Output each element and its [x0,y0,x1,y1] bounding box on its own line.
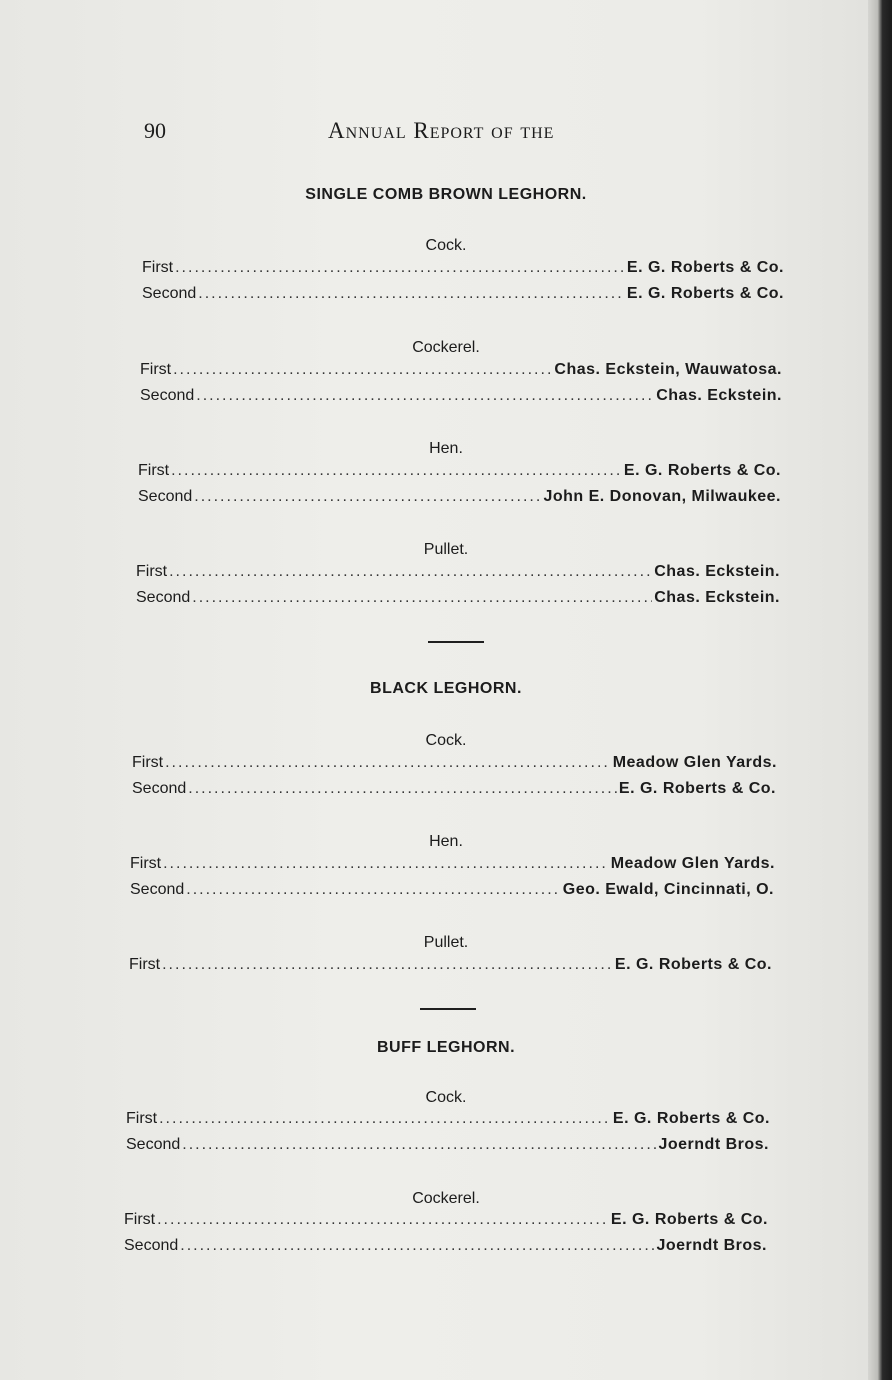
award-row [124,1237,767,1259]
award-place: First [140,361,172,378]
award-winner: Chas. Eckstein, Wauwatosa. [554,361,782,378]
class-heading: Cockerel. [412,339,480,356]
award-place: Second [136,589,191,606]
award-row [130,881,774,903]
award-row [138,462,781,484]
dot-leader [173,361,552,379]
award-winner: Chas. Eckstein. [656,387,782,404]
dot-leader [171,462,622,480]
award-winner: Joerndt Bros. [658,1136,769,1153]
breed-heading: BLACK LEGHORN. [370,680,522,697]
dot-leader [198,285,625,303]
class-heading: Cock. [425,732,467,749]
dot-leader [165,754,611,772]
award-winner: E. G. Roberts & Co. [614,956,772,973]
award-winner: Meadow Glen Yards. [612,754,777,771]
award-place: Second [124,1237,179,1254]
dot-leader [175,259,625,277]
award-winner: E. G. Roberts & Co. [623,462,781,479]
award-winner: Geo. Ewald, Cincinnati, O. [562,881,774,898]
award-winner: E. G. Roberts & Co. [626,259,784,276]
dot-leader [188,780,617,798]
award-row [132,754,777,776]
award-place: Second [130,881,185,898]
class-heading: Pullet. [423,541,469,558]
award-place: Second [142,285,197,302]
breed-heading: SINGLE COMB BROWN LEGHORN. [305,186,587,203]
dot-leader [157,1211,609,1229]
award-winner: Chas. Eckstein. [654,563,780,580]
award-place: First [126,1110,158,1127]
award-winner: E. G. Roberts & Co. [612,1110,770,1127]
section-divider [428,641,484,643]
class-heading: Hen. [429,833,463,850]
class-heading: Hen. [429,440,463,457]
dot-leader [194,488,541,506]
dot-leader [186,881,560,899]
award-place: First [124,1211,156,1228]
award-row [124,1211,768,1233]
class-heading: Cock. [425,237,467,254]
award-winner: John E. Donovan, Milwaukee. [543,488,781,505]
award-place: First [129,956,161,973]
award-row [140,361,782,383]
award-row [126,1110,770,1132]
award-row [136,563,780,585]
award-place: First [138,462,170,479]
award-place: Second [140,387,195,404]
award-place: Second [138,488,193,505]
running-title: Annual Report of the [328,118,555,143]
award-place: Second [132,780,187,797]
dot-leader [159,1110,611,1128]
award-row [140,387,782,409]
page-header [0,118,892,158]
section-divider [420,1008,476,1010]
award-place: First [136,563,168,580]
award-row [142,259,784,281]
award-row [126,1136,769,1158]
award-row [132,780,776,802]
award-winner: E. G. Roberts & Co. [618,780,776,797]
dot-leader [196,387,654,405]
award-row [136,589,780,611]
award-row [142,285,784,307]
award-place: First [130,855,162,872]
dot-leader [163,855,609,873]
dot-leader [182,1136,656,1154]
class-heading: Pullet. [423,934,469,951]
award-winner: E. G. Roberts & Co. [626,285,784,302]
dot-leader [162,956,613,974]
page-number: 90 [144,118,166,143]
award-place: First [142,259,174,276]
class-heading: Cockerel. [412,1190,480,1207]
award-winner: Meadow Glen Yards. [610,855,775,872]
dot-leader [192,589,652,607]
breed-heading: BUFF LEGHORN. [376,1039,516,1056]
award-place: Second [126,1136,181,1153]
award-row [130,855,775,877]
class-heading: Cock. [425,1089,467,1106]
award-row [138,488,781,510]
award-row [129,956,772,978]
dot-leader [169,563,652,581]
award-winner: Chas. Eckstein. [654,589,780,606]
award-place: First [132,754,164,771]
award-winner: Joerndt Bros. [656,1237,767,1254]
award-winner: E. G. Roberts & Co. [610,1211,768,1228]
dot-leader [180,1237,654,1255]
